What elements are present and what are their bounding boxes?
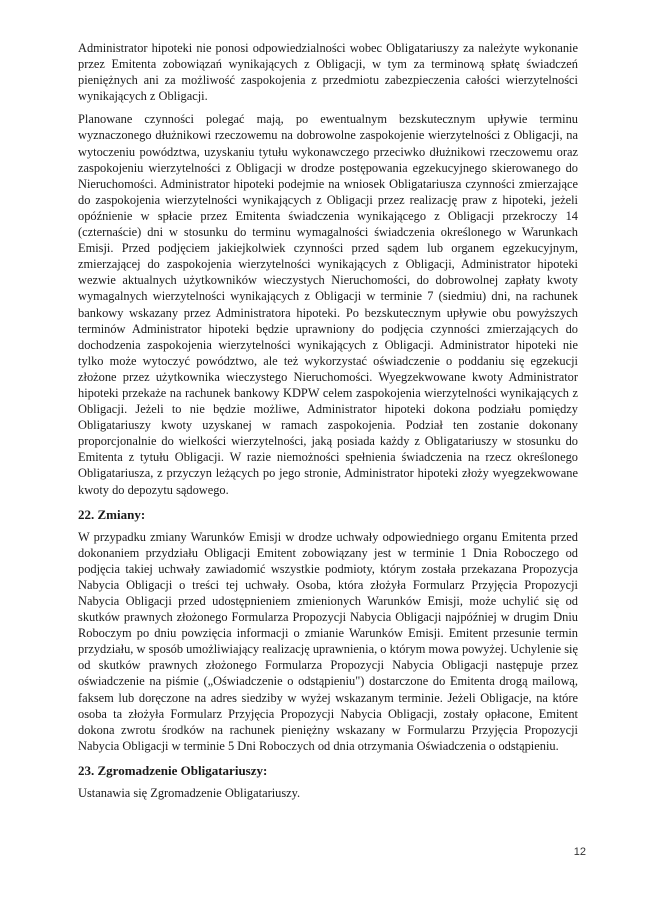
paragraph-planned-actions: Planowane czynności polegać mają, po ewentualnym bezskutecznym upływie terminu wyznaczonego dłużnikowi rzeczowemu na dobrowolne zaspokojenie wierzytelności z Obligacji, na wytoczeniu powództwa, uzyskaniu tytułu wykonawczego przeciwko dłużnikowi rzeczowemu oraz zaspokojeniu wierzytelności z Obligacji w drodze postępowania egzekucyjnego skierowanego do Nieruchomości. Administrator hipoteki podejmie na wniosek Obligatariusza czynności zmierzające do zaspokojenia wierzytelności wynikających z Obligacji przez realizację praw z hipoteki, jeżeli opóźnienie w spłacie przez Emitenta świadczenia wynikającego z Obligacji przekroczy 14 (czternaście) dni w stosunku do terminu wymagalności świadczenia określonego w Warunkach Emisji. Przed podjęciem jakiejkolwiek czynności przed sądem lub organem egzekucyjnym, zmierzającej do zaspokojenia wierzytelności wynikających z Obligacji, Administrator hipoteki wezwie aktualnych użytkowników wieczystych Nieruchomości, do dobrowolnej zapłaty kwoty wymagalnych wierzytelności wynikających z Obligacji w terminie 7 (siedmiu) dni, na rachunek bankowy wskazany przez Administratora hipoteki. Po bezskutecznym upływie obu powyższych terminów Administrator hipoteki będzie uprawniony do podjęcia czynności zmierzających do dochodzenia zaspokojenia wierzytelności wynikających z Obligacji. Administrator hipoteki nie tylko może wytoczyć powództwo, ale też wykorzystać oświadczenie o poddaniu się egzekucji złożone przez użytkownika wieczystego Nieruchomości. Wyegzekwowane kwoty Administrator hipoteki przekaże na rachunek bankowy KDPW celem zaspokojenia wierzytelności wynikających z Obligacji. Jeżeli to nie będzie możliwe, Administrator hipoteki dokona podziału pomiędzy Obligatariuszy kwoty uzyskanej w ramach zaspokojenia. Podział ten zostanie dokonany proporcjonalnie do wielkości wierzytelności, jaką posiada każdy z Obligatariuszy w stosunku do Emitenta z tytułu Obligacji. W razie niemożności spełnienia świadczenia na rzecz określonego Obligatariusza, z przyczyn leżących po jego stronie, Administrator hipoteki złoży wyegzekwowane kwoty do depozytu sądowego.: [78, 112, 578, 497]
section-heading-changes: 22. Zmiany:: [78, 506, 146, 522]
section-heading-bondholders-meeting: 23. Zgromadzenie Obligatariuszy:: [78, 762, 268, 778]
paragraph-changes: W przypadku zmiany Warunków Emisji w drodze uchwały odpowiedniego organu Emitenta przed dokonaniem przydziału Obligacji Emitent zobowiązany jest w terminie 1 Dnia Roboczego od podjęcia takiej uchwały zawiadomić wszystkie podmioty, którym została przekazana Propozycja Nabycia Obligacji o treści tej uchwały. Osoba, która złożyła Formularz Przyjęcia Propozycji Nabycia Obligacji przed udostępnieniem zmienionych Warunków Emisji, może uchylić się od skutków prawnych złożonego Formularza Propozycji Nabycia Obligacji najpóźniej w drugim Dniu Roboczym po dniu powzięcia informacji o zmianie Warunków Emisji. Emitent przesunie termin przydziału, w sposób umożliwiający realizację uprawnienia, o którym mowa powyżej. Uchylenie się od skutków prawnych złożonego Formularza Propozycji Nabycia Obligacji następuje przez oświadczenie na piśmie („Oświadczenie o odstąpieniu") dostarczone do Emitenta drogą mailową, faksem lub doręczone na adres siedziby w wyżej wskazanym terminie. Jeżeli Obligacje, na które osoba ta złożyła Formularz Przyjęcia Propozycji Nabycia Obligacji, zostały opłacone, Emitent dokona zwrotu środków na rachunek pieniężny wskazany w Formularzu Przyjęcia Propozycji Nabycia Obligacji w terminie 5 Dni Roboczych od dnia otrzymania Oświadczenia o odstąpieniu.: [78, 529, 578, 753]
page-number: 12: [573, 846, 586, 858]
paragraph-administrator-liability: Administrator hipoteki nie ponosi odpowiedzialności wobec Obligatariuszy za należyte wykonanie przez Emitenta zobowiązań wynikających z Obligacji, w tym za terminową spłatę świadczeń pieniężnych ani za możliwość zaspokojenia z przedmiotu zabezpieczenia całości wierzytelności wynikających z Obligacji.: [78, 41, 578, 104]
paragraph-bondholders-meeting: Ustanawia się Zgromadzenie Obligatariuszy.: [78, 785, 301, 800]
document-body: [78, 40, 578, 801]
